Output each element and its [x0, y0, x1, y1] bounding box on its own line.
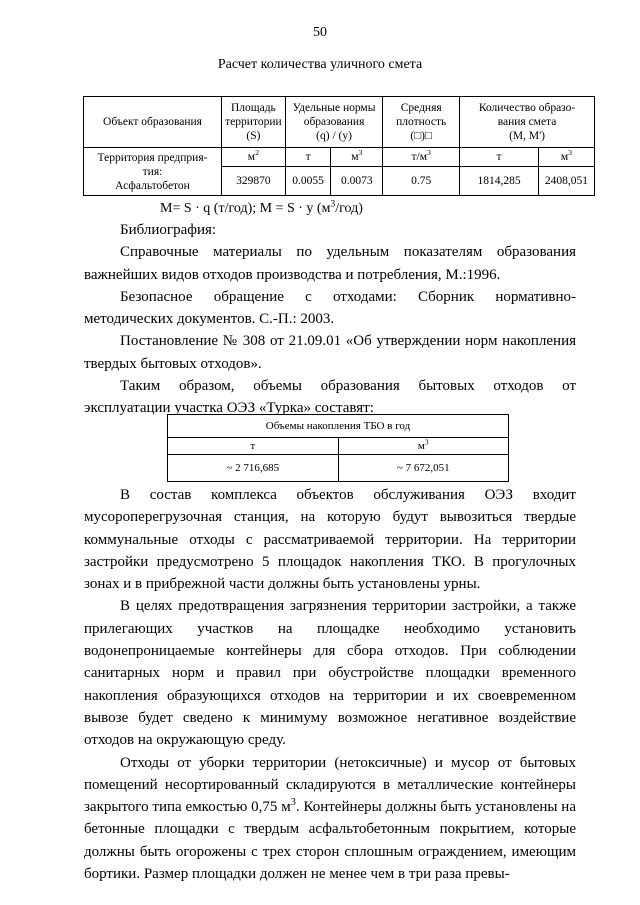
unit-norm-y: $м^3$ [331, 148, 383, 167]
value-density: 0.75 [383, 167, 460, 196]
tbo-unit-m: $м^3$ [338, 438, 509, 455]
unit-area: $м^2$ [222, 148, 286, 167]
formula: M= S · q (т/год); M = S · y $(м^3/год)$ [160, 199, 363, 216]
tbo-volume-table [167, 414, 509, 482]
bibliography-item: Справочные материалы по удельным показателям образования важнейших видов отходов производства и потребления, М.:1996. [84, 244, 576, 283]
bibliography-item: Постановление № 308 от 21.09.01 «Об утверждении норм накопления твердых бытовых отходов». [84, 333, 576, 372]
header-density: Средняя плотность (□)□ [383, 97, 460, 148]
value-qty-m: 2408,051 [538, 167, 594, 196]
value-norm-y: 0.0073 [331, 167, 383, 196]
value-norm-q: 0.0055 [285, 167, 331, 196]
bibliography-heading: Библиография: [120, 222, 217, 238]
bibliography-section [84, 219, 576, 420]
header-object: Объект образования [84, 97, 222, 148]
header-norms: Удельные нормы образования (q) / (y) [285, 97, 383, 148]
paragraph: В состав комплекса объектов обслуживания ОЭЗ входит мусороперегрузочная станция, на которую будут вывозиться твердые коммунальные отходы с рассматриваемой территории. На территории застройки предусмотрено 5 площадок накопления ТКО. В прогулочных зонах и в прибрежной части должны быть установлены урны. [84, 487, 576, 593]
tbo-value-m: ~ 7 672,051 [338, 455, 509, 482]
value-qty-t: 1814,285 [460, 167, 539, 196]
page-number: 50 [313, 25, 327, 40]
header-area: Площадь территории (S) [222, 97, 286, 148]
header-quantity: Количество образо- вания смета (М, М') [460, 97, 595, 148]
section-title: Расчет количества уличного смета [217, 57, 423, 72]
unit-qty-t: т [460, 148, 539, 167]
tbo-unit-t: т [168, 438, 339, 455]
unit-norm-q: т [285, 148, 331, 167]
summary-paragraph: Таким образом, объемы образования бытовых отходов от эксплуатации участка ОЭЗ «Турка» составят: [84, 378, 576, 417]
value-area: 329870 [222, 167, 286, 196]
unit-density: $т/м^3$ [383, 148, 460, 167]
object-cell: Территория предприя- тия: Асфальтобетон [84, 148, 222, 196]
paragraph: В целях предотвращения загрязнения территории застройки, а также прилегающих участков на площадке необходимо установить водонепроницаемые контейнеры для сбора отходов. При соблюдении санитарных норм и правил при обустройстве площадки временного накопления образующихся отходов на территории и их своевременном вывозе будет сведено к минимуму возможное негативное воздействие отходов на окружающую среду. [84, 598, 576, 749]
main-text [84, 484, 576, 885]
bibliography-item: Безопасное обращение с отходами: Сборник нормативно-методических документов. С.-П.: 2003. [84, 288, 576, 328]
tbo-value-t: ~ 2 716,685 [168, 455, 339, 482]
unit-qty-m: $м^3$ [538, 148, 594, 167]
tbo-table-title: Объемы накопления ТБО в год [168, 415, 509, 438]
paragraph: Отходы от уборки территории (нетоксичные) и мусор от бытовых помещений несортированный складируются в металлические контейнеры закрытого типа емкостью 0,75 $м^3$. Контейнеры должны быть установлены на бетонные площадки с твердым асфальтобетонным покрытием, которые должны быть огорожены с трех сторон сплошным ограждением, имеющим бортики. Размер площадки должен не менее чем в три раза превы- [84, 754, 576, 883]
smet-calculation-table [83, 96, 595, 196]
